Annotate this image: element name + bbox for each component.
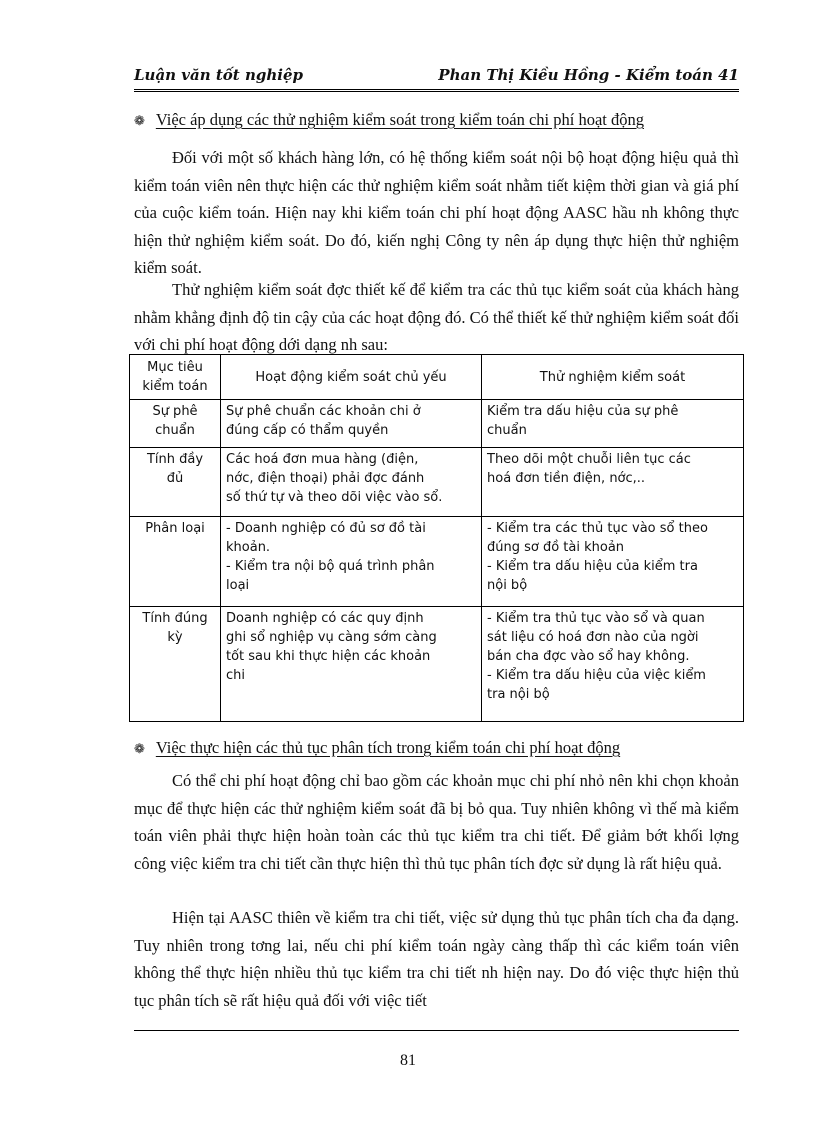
section-heading-analytical-procedures bbox=[134, 738, 620, 758]
cell-activity: Doanh nghiệp có các quy định ghi sổ nghiệp vụ càng sớm càng tốt sau khi thực hiện các khoản chi bbox=[221, 607, 482, 722]
section1-body-2 bbox=[134, 276, 739, 359]
section-heading-text: Việc thực hiện các thủ tục phân tích trong kiểm toán chi phí hoạt động bbox=[155, 738, 621, 757]
section-heading-text: Việc áp dụng các thử nghiệm kiểm soát trong kiểm toán chi phí hoạt động bbox=[155, 110, 644, 129]
cell-activity: - Doanh nghiệp có đủ sơ đồ tài khoản. - Kiểm tra nội bộ quá trình phân loại bbox=[221, 516, 482, 606]
table-row bbox=[130, 448, 744, 517]
header-cell-test: Thử nghiệm kiểm soát bbox=[482, 355, 744, 400]
table-row bbox=[130, 516, 744, 606]
header-cell-activity: Hoạt động kiểm soát chủ yếu bbox=[221, 355, 482, 400]
cell-activity: Sự phê chuẩn các khoản chi ở đúng cấp có thẩm quyền bbox=[221, 400, 482, 448]
table-header-row bbox=[130, 355, 744, 400]
cell-test: Theo dõi một chuỗi liên tục các hoá đơn tiền điện, nớc,.. bbox=[482, 448, 744, 517]
paragraph: Đối với một số khách hàng lớn, có hệ thống kiểm soát nội bộ hoạt động hiệu quả thì kiểm toán viên nên thực hiện các thử nghiệm kiểm soát nhằm tiết kiệm thời gian và giá phí của cuộc kiểm toán. Hiện nay khi kiểm toán chi phí hoạt động AASC hầu nh không thực hiện thử nghiệm kiểm soát. Do đó, kiến nghị Công ty nên áp dụng thực hiện thử nghiệm kiểm soát. bbox=[134, 148, 739, 277]
table-row bbox=[130, 400, 744, 448]
header-cell-objective: Mục tiêu kiểm toán bbox=[130, 355, 221, 400]
control-tests-table bbox=[129, 354, 744, 722]
page-number: 81 bbox=[400, 1052, 416, 1069]
cell-objective: Tính đầy đủ bbox=[130, 448, 221, 517]
footer-divider bbox=[134, 1030, 739, 1031]
cell-objective: Tính đúng kỳ bbox=[130, 607, 221, 722]
section2-body bbox=[134, 767, 739, 877]
header-thesis-label: Luận văn tốt nghiệp bbox=[134, 66, 303, 84]
cell-test: Kiểm tra dấu hiệu của sự phê chuẩn bbox=[482, 400, 744, 448]
paragraph: Thử nghiệm kiểm soát đợc thiết kế để kiểm tra các thủ tục kiểm soát của khách hàng nhằm khẳng định độ tin cậy của các hoạt động đó. Có thể thiết kế thử nghiệm kiểm soát đối với chi phí hoạt động dới dạng nh sau: bbox=[134, 280, 739, 354]
section-heading-control-tests bbox=[134, 110, 644, 130]
paragraph: Có thể chi phí hoạt động chỉ bao gồm các khoản mục chi phí nhỏ nên khi chọn khoản mục để thực hiện các thử nghiệm kiểm soát đã bị bỏ qua. Tuy nhiên không vì thế mà kiểm toán viên phải thực hiện hoàn toàn các thủ tục kiểm tra chi tiết. Để giảm bớt khối lợng công việc kiểm tra chi tiết cần thực hiện thì thủ tục phân tích đợc sử dụng là rất hiệu quả. bbox=[134, 771, 739, 873]
flower-bullet-icon: ❁ bbox=[134, 113, 145, 128]
cell-test: - Kiểm tra các thủ tục vào sổ theo đúng sơ đồ tài khoản - Kiểm tra dấu hiệu của kiểm tra nội bộ bbox=[482, 516, 744, 606]
header-divider bbox=[134, 89, 739, 92]
paragraph: Hiện tại AASC thiên về kiểm tra chi tiết, việc sử dụng thủ tục phân tích cha đa dạng. Tuy nhiên trong tơng lai, nếu chi phí kiểm toán ngày càng thấp thì các kiểm toán viên không thể thực hiện nhiều thủ tục kiểm tra chi tiết nh hiện nay. Do đó việc thực hiện thủ tục phân tích sẽ rất hiệu quả đối với việc tiết bbox=[134, 908, 739, 1010]
running-header bbox=[134, 66, 739, 88]
section1-body bbox=[134, 144, 739, 282]
cell-objective: Sự phê chuẩn bbox=[130, 400, 221, 448]
flower-bullet-icon: ❁ bbox=[134, 741, 145, 756]
cell-objective: Phân loại bbox=[130, 516, 221, 606]
header-author-label: Phan Thị Kiều Hồng - Kiểm toán 41 bbox=[438, 66, 739, 84]
cell-activity: Các hoá đơn mua hàng (điện, nớc, điện thoại) phải đợc đánh số thứ tự và theo dõi việc vào sổ. bbox=[221, 448, 482, 517]
cell-test: - Kiểm tra thủ tục vào sổ và quan sát liệu có hoá đơn nào của ngời bán cha đợc vào sổ hay không. - Kiểm tra dấu hiệu của việc kiểm tra nội bộ bbox=[482, 607, 744, 722]
table-row bbox=[130, 607, 744, 722]
section2-body-2 bbox=[134, 904, 739, 1014]
